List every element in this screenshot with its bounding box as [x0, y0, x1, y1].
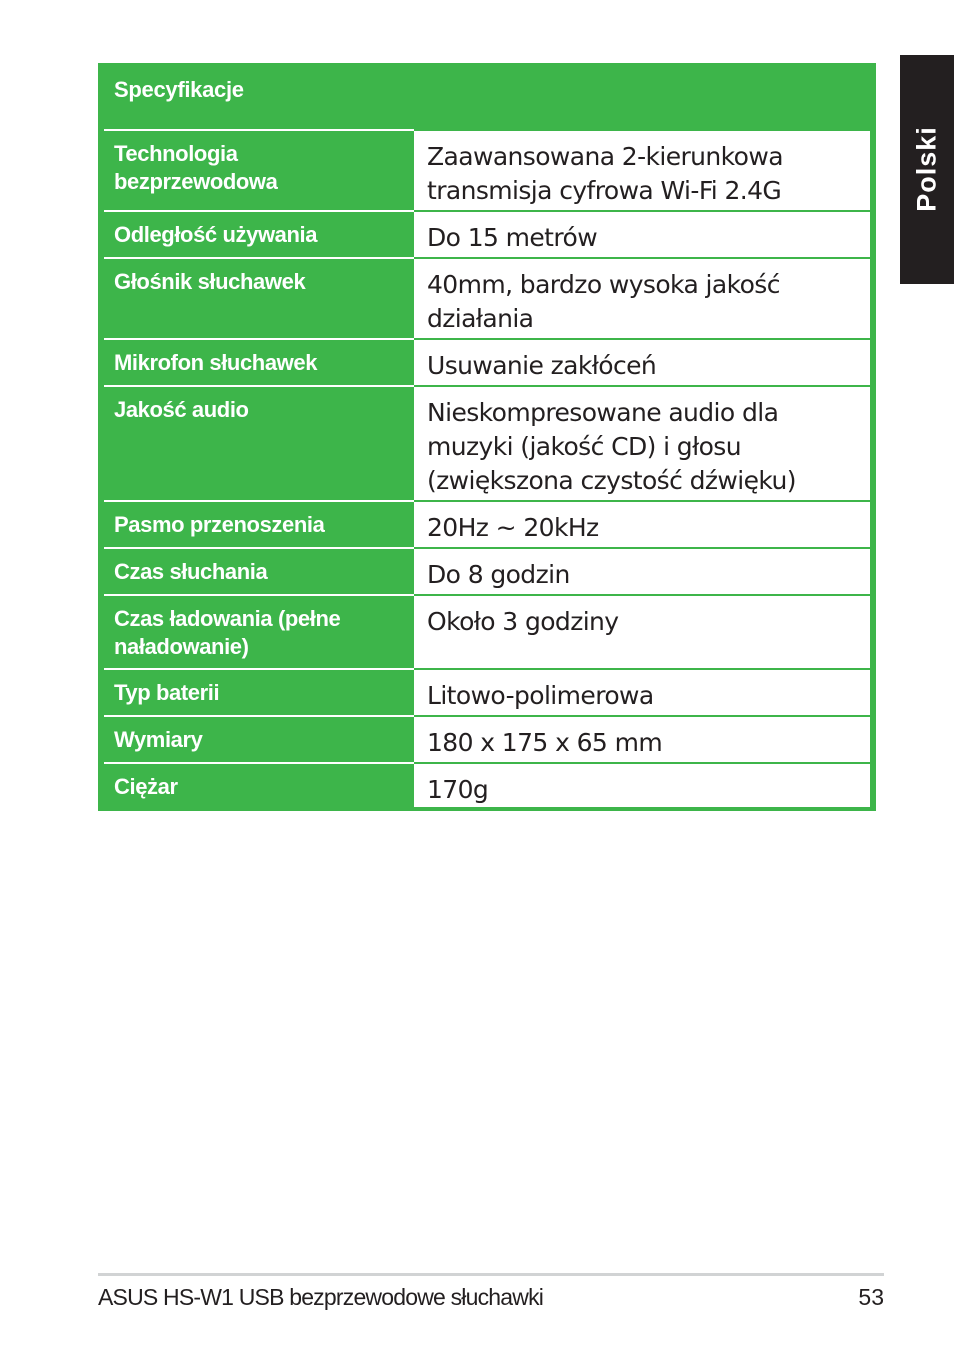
page-number: 53 — [858, 1284, 884, 1310]
row-value: Nieskompresowane audio dla muzyki (jakość CD) i głosu (zwiększona czystość dźwięku) — [414, 385, 870, 500]
row-label: Odległość używania — [104, 210, 414, 257]
table-row — [104, 547, 870, 594]
language-tab — [900, 55, 954, 284]
row-label: Mikrofon słuchawek — [104, 338, 414, 385]
row-label: Czas ładowania (pełne naładowanie) — [104, 594, 414, 668]
row-value: 180 x 175 x 65 mm — [414, 715, 870, 762]
table-row — [104, 668, 870, 715]
table-row — [104, 210, 870, 257]
row-value: Usuwanie zakłóceń — [414, 338, 870, 385]
table-row — [104, 715, 870, 762]
footer-title: ASUS HS-W1 USB bezprzewodowe słuchawki — [98, 1284, 544, 1310]
table-row — [104, 129, 870, 210]
row-value: 40mm, bardzo wysoka jakość działania — [414, 257, 870, 338]
table-row — [104, 257, 870, 338]
row-label: Typ baterii — [104, 668, 414, 715]
table-row — [104, 500, 870, 547]
footer-divider — [98, 1273, 884, 1276]
row-value: Do 8 godzin — [414, 547, 870, 594]
table-row — [104, 762, 870, 807]
row-label: Czas słuchania — [104, 547, 414, 594]
table-row — [104, 385, 870, 500]
row-value: 20Hz ~ 20kHz — [414, 500, 870, 547]
row-value: Do 15 metrów — [414, 210, 870, 257]
row-value: Około 3 godziny — [414, 594, 870, 668]
row-value: Litowo-polimerowa — [414, 668, 870, 715]
table-row — [104, 594, 870, 668]
table-row — [104, 338, 870, 385]
spec-table-header: Specyfikacje — [114, 77, 244, 102]
row-label: Ciężar — [104, 762, 414, 807]
row-value: Zaawansowana 2-kierunkowa transmisja cyfrowa Wi-Fi 2.4G — [414, 129, 870, 210]
row-label: Jakość audio — [104, 385, 414, 500]
row-label: Pasmo przenoszenia — [104, 500, 414, 547]
row-label: Technologia bezprzewodowa — [104, 129, 414, 210]
language-tab-label: Polski — [911, 126, 942, 212]
row-label: Wymiary — [104, 715, 414, 762]
spec-table — [98, 63, 876, 811]
row-label: Głośnik słuchawek — [104, 257, 414, 338]
row-value: 170g — [414, 762, 870, 807]
